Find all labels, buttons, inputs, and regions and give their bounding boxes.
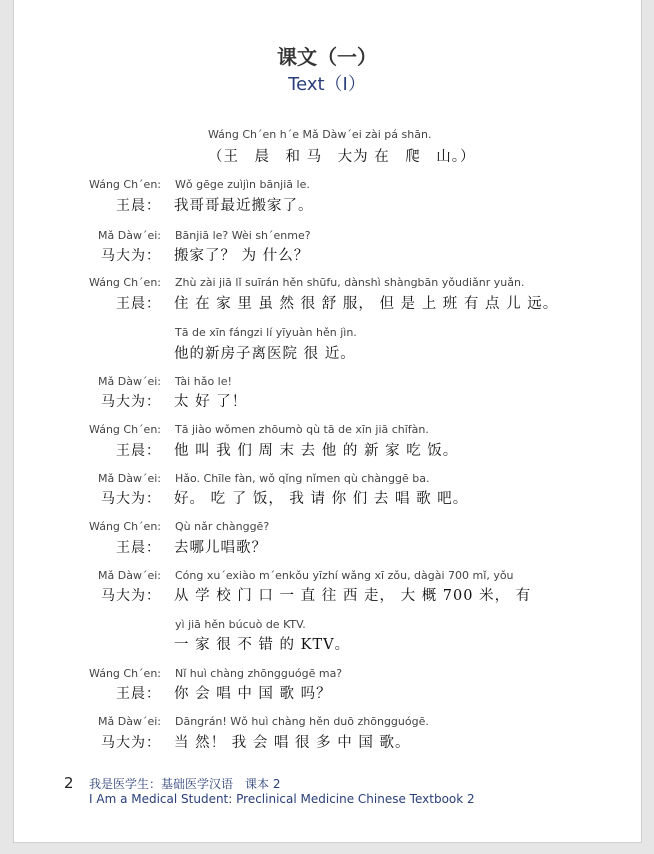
line-pinyin: Hǎo. Chīle fàn, wǒ qǐng nǐmen qù chànggē ba. [175, 472, 430, 485]
line-hanzi: 我哥哥最近搬家了。 [174, 198, 314, 214]
line-hanzi: 住 在 家 里 虽 然 很 舒 服， 但 是 上 班 有 点 儿 远。 [174, 296, 559, 312]
speaker-pinyin: Mǎ Dàw´ei: [98, 715, 161, 728]
speaker-hanzi: 马大为： [101, 735, 161, 751]
speaker-hanzi: 王晨： [116, 686, 161, 702]
line-pinyin: Tài hǎo le! [175, 375, 232, 388]
speaker-pinyin: Mǎ Dàw´ei: [98, 375, 161, 388]
lesson-title-chinese: 课文（一） [277, 45, 377, 69]
speaker-hanzi: 王晨： [116, 198, 161, 214]
series-title-chinese: 我是医学生：基础医学汉语 课本 2 [89, 777, 281, 791]
line-hanzi: 搬家了？ 为 什么？ [174, 248, 310, 264]
speaker-hanzi: 马大为： [101, 248, 161, 264]
speaker-pinyin: Wáng Ch´en: [89, 520, 161, 533]
line-pinyin: yì jiā hěn búcuò de KTV. [175, 618, 306, 631]
speaker-hanzi: 马大为： [101, 394, 161, 410]
line-pinyin: Dāngrán! Wǒ huì chàng hěn duō zhōngguógē. [175, 715, 429, 728]
speaker-pinyin: Wáng Ch´en: [89, 423, 161, 436]
speaker-pinyin: Wáng Ch´en: [89, 667, 161, 680]
line-hanzi: 太 好 了！ [174, 394, 248, 410]
scene-description-pinyin: Wáng Ch´en h´e Mǎ Dàw´ei zài pá shān. [208, 128, 432, 141]
speaker-hanzi: 王晨： [116, 540, 161, 556]
speaker-pinyin: Mǎ Dàw´ei: [98, 472, 161, 485]
line-pinyin: Zhù zài jiā lǐ suīrán hěn shūfu, dànshì shàngbān yǒudiǎnr yuǎn. [175, 276, 525, 289]
line-pinyin: Bānjiā le? Wèi sh´enme? [175, 229, 311, 242]
lesson-title-english: Text（Ⅰ） [288, 74, 366, 95]
line-hanzi: 当 然！ 我 会 唱 很 多 中 国 歌。 [174, 735, 411, 751]
scene-description-hanzi: （王 晨 和 马 大为 在 爬 山。） [208, 149, 476, 165]
speaker-pinyin: Mǎ Dàw´ei: [98, 569, 161, 582]
line-hanzi: 你 会 唱 中 国 歌 吗？ [174, 686, 332, 702]
line-hanzi: 他的新房子离医院 很 近。 [174, 346, 356, 362]
line-pinyin: Qù nǎr chànggē? [175, 520, 270, 533]
line-hanzi: 他 叫 我 们 周 末 去 他 的 新 家 吃 饭。 [174, 443, 459, 459]
speaker-hanzi: 王晨： [116, 443, 161, 459]
line-pinyin: Tā jiào wǒmen zhōumò qù tā de xīn jiā chīfàn. [175, 423, 429, 436]
speaker-hanzi: 王晨： [116, 296, 161, 312]
line-hanzi: 去哪儿唱歌？ [174, 540, 267, 556]
speaker-pinyin: Wáng Ch´en: [89, 178, 161, 191]
speaker-pinyin: Mǎ Dàw´ei: [98, 229, 161, 242]
line-hanzi: 从 学 校 门 口 一 直 往 西 走， 大 概 700 米， 有 [174, 588, 532, 604]
line-pinyin: Wǒ gēge zuìjìn bānjiā le. [175, 178, 310, 191]
line-hanzi: 一 家 很 不 错 的 KTV。 [174, 637, 351, 653]
line-pinyin: Tā de xīn fángzi lí yīyuàn hěn jìn. [175, 326, 357, 339]
speaker-hanzi: 马大为： [101, 588, 161, 604]
line-pinyin: Nǐ huì chàng zhōngguógē ma? [175, 667, 343, 680]
series-title-english: I Am a Medical Student: Preclinical Medicine Chinese Textbook 2 [89, 792, 475, 806]
line-hanzi: 好。 吃 了 饭， 我 请 你 们 去 唱 歌 吧。 [174, 491, 469, 507]
speaker-pinyin: Wáng Ch´en: [89, 276, 161, 289]
line-pinyin: Cóng xu´exiào m´enkǒu yīzhí wǎng xī zǒu, dàgài 700 mǐ, yǒu [175, 569, 514, 582]
page-number: 2 [64, 774, 74, 792]
speaker-hanzi: 马大为： [101, 491, 161, 507]
